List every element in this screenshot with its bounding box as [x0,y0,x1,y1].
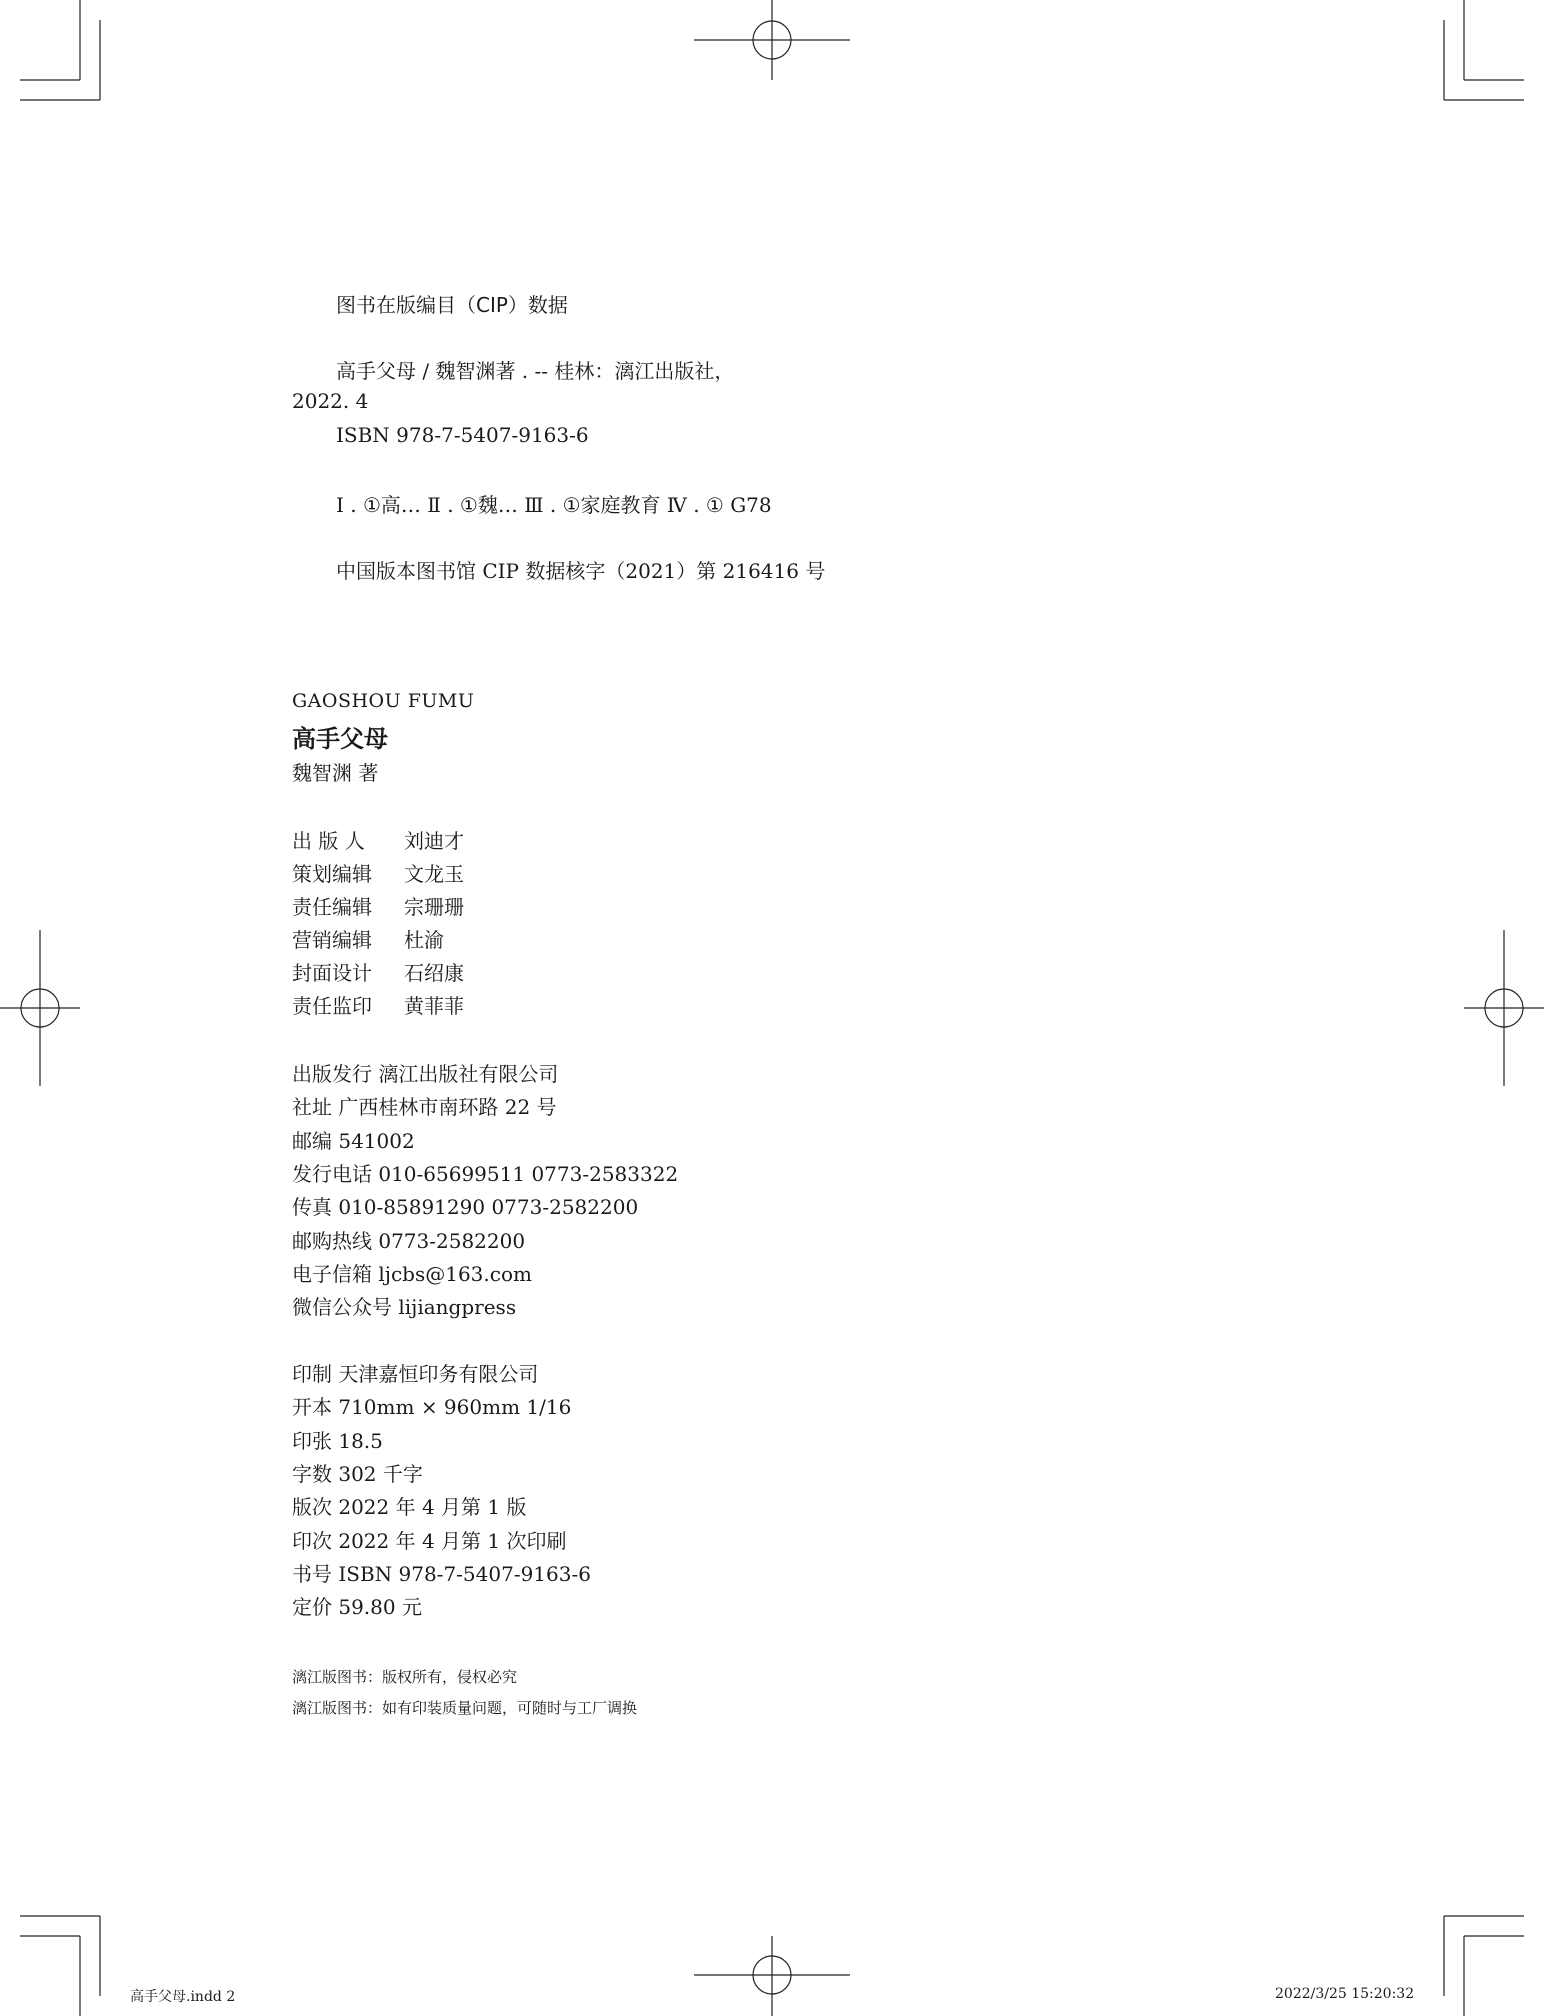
staff-row [292,957,464,986]
publisher-line: 出版发行 漓江出版社有限公司 [292,1062,559,1086]
phone-line: 发行电话 010-65699511 0773-2583322 [292,1162,679,1186]
staff-label: 封面设计 [292,961,372,985]
cip-entry-date: 2022. 4 [292,389,369,413]
staff-row [292,891,464,920]
printing-line: 版次 2022 年 4 月第 1 版 [292,1495,527,1519]
printing-line: 书号 ISBN 978-7-5407-9163-6 [292,1562,591,1586]
printing-line: 开本 710mm × 960mm 1/16 [292,1395,572,1419]
staff-label: 出 版 人 [292,829,365,853]
cip-entry-line: 高手父母 / 魏智渊著 . -- 桂林：漓江出版社， [336,359,735,383]
staff-value: 宗珊珊 [404,895,464,919]
printing-line: 定价 59.80 元 [292,1595,422,1619]
email-line: 电子信箱 ljcbs@163.com [292,1262,532,1286]
postcode-line: 邮编 541002 [292,1129,415,1153]
slug-filename: 高手父母.indd 2 [130,1989,236,2005]
cip-number: 中国版本图书馆 CIP 数据核字（2021）第 216416 号 [336,559,826,583]
mail-order-line: 邮购热线 0773-2582200 [292,1229,526,1253]
staff-row [292,990,464,1019]
staff-value: 石绍康 [404,961,464,985]
staff-value: 杜渝 [404,928,444,952]
cip-heading: 图书在版编目（CIP）数据 [336,293,568,317]
staff-row [292,924,444,953]
staff-label: 责任编辑 [292,895,372,919]
title-pinyin: GAOSHOU FUMU [292,690,475,712]
wechat-line: 微信公众号 lijiangpress [292,1295,517,1319]
cip-classification: Ⅰ . ①高… Ⅱ . ①魏… Ⅲ . ①家庭教育 Ⅳ . ① G78 [336,493,772,517]
printing-line: 印制 天津嘉恒印务有限公司 [292,1362,539,1386]
slug-datetime: 2022/3/25 15:20:32 [1275,1986,1415,2002]
printing-line: 字数 302 千字 [292,1462,423,1486]
staff-label: 责任监印 [292,994,372,1018]
staff-value: 刘迪才 [404,829,464,853]
book-title: 高手父母 [292,724,388,753]
staff-label: 营销编辑 [292,928,372,952]
quality-notice: 漓江版图书：如有印装质量问题，可随时与工厂调换 [292,1699,638,1717]
staff-value: 黄菲菲 [404,994,464,1018]
copyright-notice: 漓江版图书：版权所有，侵权必究 [292,1668,518,1686]
staff-row [292,858,464,887]
printing-line: 印次 2022 年 4 月第 1 次印刷 [292,1529,567,1553]
staff-value: 文龙玉 [404,862,464,886]
printing-line: 印张 18.5 [292,1429,383,1453]
staff-row [292,825,464,854]
author-line: 魏智渊 著 [292,761,379,785]
cip-isbn: ISBN 978-7-5407-9163-6 [336,423,589,447]
fax-line: 传真 010-85891290 0773-2582200 [292,1195,639,1219]
staff-label: 策划编辑 [292,862,372,886]
address-line: 社址 广西桂林市南环路 22 号 [292,1095,557,1119]
